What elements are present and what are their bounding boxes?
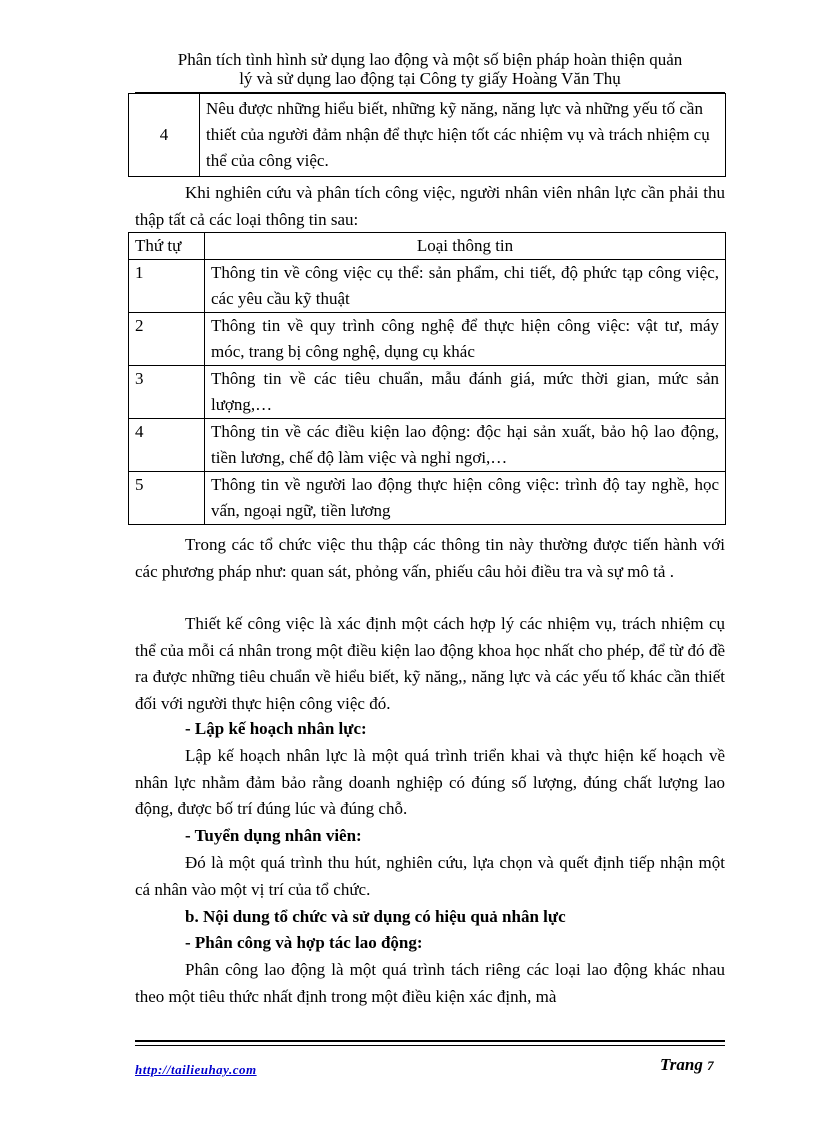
footer-page-number <box>660 1055 714 1075</box>
table-cell-text: Nêu được những hiểu biết, những kỹ năng, năng lực và những yếu tố cần thiết của người đảm nhận để thực hiện tốt các nhiệm vụ và trách nhiệm cụ thể của công việc. <box>200 94 726 177</box>
heading-recruitment: - Tuyển dụng nhân viên: <box>185 826 362 845</box>
page-number: 7 <box>707 1058 714 1073</box>
information-types-table <box>128 232 726 525</box>
intro-paragraph: Khi nghiên cứu và phân tích công việc, người nhân viên nhân lực cần phải thu thập tất cả các loại thông tin sau: <box>135 183 725 229</box>
heading-hr-planning: - Lập kế hoạch nhân lực: <box>185 719 367 738</box>
table-row <box>129 313 726 366</box>
requirements-table-continued <box>128 93 726 177</box>
page-header <box>135 50 725 88</box>
table-row <box>129 94 726 177</box>
row-number: 1 <box>129 260 205 313</box>
row-number: 4 <box>129 419 205 472</box>
row-number: 5 <box>129 472 205 525</box>
row-text: Thông tin về công việc cụ thể: sản phẩm, chi tiết, độ phức tạp công việc, các yêu cầu kỹ thuật <box>205 260 726 313</box>
paragraph-job-design: Thiết kế công việc là xác định một cách hợp lý các nhiệm vụ, trách nhiệm cụ thể của mỗi cá nhân trong một điều kiện lao động khoa học nhất cho phép, để từ đó đề ra được những tiêu chuẩn về hiểu biết, kỹ năng,, năng lực và các yếu tố khác cần thiết đối với người thực hiện công việc đó. <box>135 614 725 713</box>
heading-labor-division: - Phân công và hợp tác lao động: <box>185 933 423 952</box>
table-row <box>129 472 726 525</box>
row-text: Thông tin về các điều kiện lao động: độc hại sản xuất, bảo hộ lao động, tiền lương, chế độ làm việc và nghỉ ngơi,… <box>205 419 726 472</box>
table-row <box>129 260 726 313</box>
paragraph-hr-planning: Lập kế hoạch nhân lực là một quá trình triển khai và thực hiện kế hoạch về nhân lực nhằm đảm bảo rằng doanh nghiệp có đúng số lượng, đúng chất lượng lao động, được bố trí đúng lúc và đúng chỗ. <box>135 746 725 818</box>
header-line-2: lý và sử dụng lao động tại Công ty giấy Hoàng Văn Thụ <box>239 69 621 88</box>
row-text: Thông tin về các tiêu chuẩn, mẫu đánh giá, mức thời gian, mức sản lượng,… <box>205 366 726 419</box>
row-number: 3 <box>129 366 205 419</box>
table-header-row <box>129 233 726 260</box>
header-line-1: Phân tích tình hình sử dụng lao động và một số biện pháp hoàn thiện quản <box>177 50 683 69</box>
row-text: Thông tin về quy trình công nghệ để thực hiện công việc: vật tư, máy móc, trang bị công nghệ, dụng cụ khác <box>205 313 726 366</box>
heading-section-b: b. Nội dung tổ chức và sử dụng có hiệu quả nhân lực <box>185 907 566 926</box>
page-label: Trang <box>660 1055 703 1074</box>
paragraph-data-collection: Trong các tổ chức việc thu thập các thông tin này thường được tiến hành với các phương pháp như: quan sát, phỏng vấn, phiếu câu hỏi điều tra và sự mô tả . <box>135 535 725 581</box>
paragraph-labor-division: Phân công lao động là một quá trình tách riêng các loại lao động khác nhau theo một tiêu thức nhất định trong một điều kiện xác định, mà <box>135 960 725 1006</box>
row-text: Thông tin về người lao động thực hiện công việc: trình độ tay nghề, học vấn, ngoại ngữ, tiền lương <box>205 472 726 525</box>
table-row <box>129 366 726 419</box>
paragraph-recruitment: Đó là một quá trình thu hút, nghiên cứu, lựa chọn và quết định tiếp nhận một cá nhân vào một vị trí của tổ chức. <box>135 853 725 899</box>
table-cell-number: 4 <box>129 94 200 177</box>
table-row <box>129 419 726 472</box>
row-number: 2 <box>129 313 205 366</box>
footer-divider-thick <box>135 1040 725 1042</box>
footer-divider-thin <box>135 1045 725 1046</box>
header-order: Thứ tự <box>129 233 205 260</box>
header-info-type: Loại thông tin <box>205 233 726 260</box>
footer-website-link[interactable]: http://tailieuhay.com <box>135 1062 257 1077</box>
